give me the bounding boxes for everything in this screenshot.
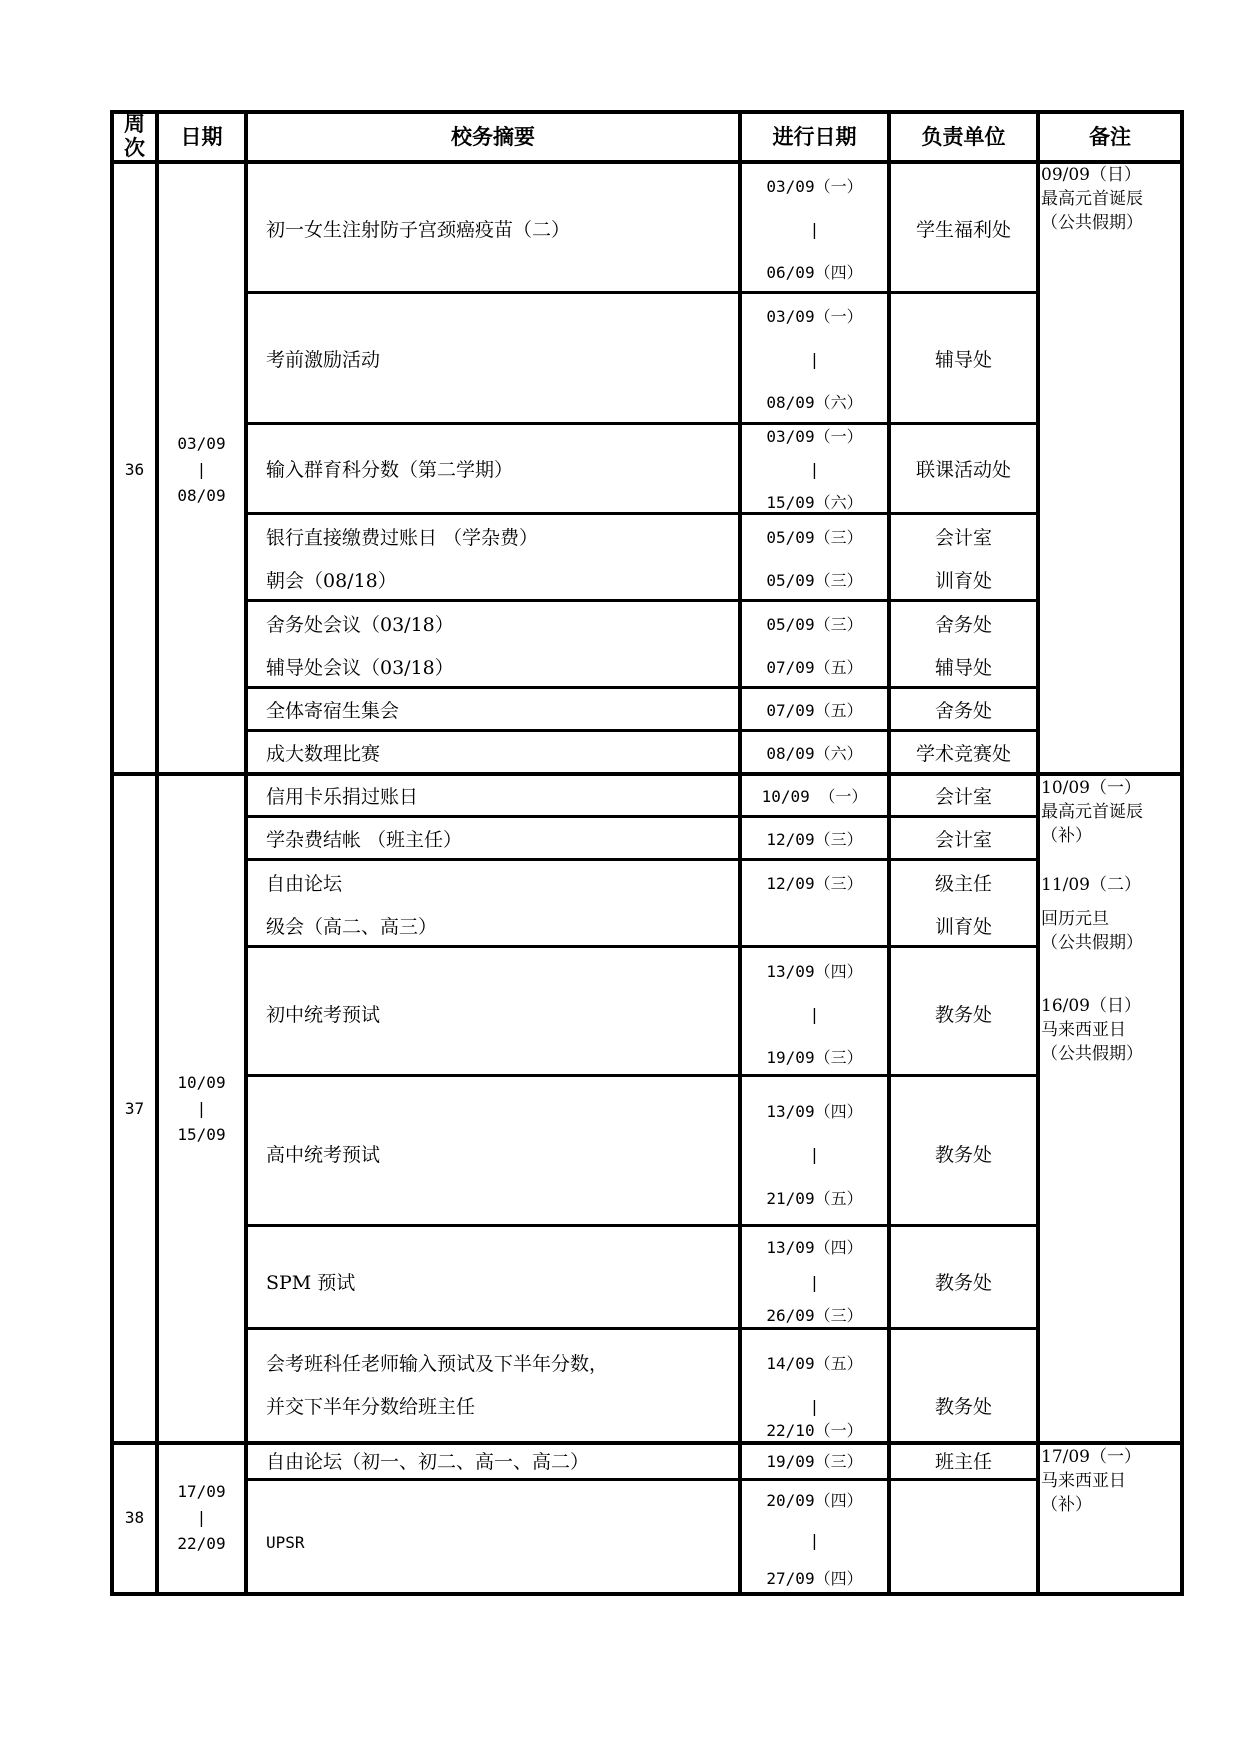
summary-item: 输入群育科分数（第二学期） (266, 459, 514, 481)
responsible-unit: 辅导处 (934, 349, 992, 371)
run-date-sep: | (809, 1531, 820, 1550)
run-date-sep: | (809, 460, 820, 479)
run-date-sep: | (809, 1273, 820, 1292)
header-week: 周次 (124, 111, 145, 160)
responsible-unit: 训育处 (934, 916, 992, 938)
week-date-to: 08/09 (177, 486, 226, 505)
week-date-from: 17/09 (177, 1482, 226, 1501)
remark-line: 回历元旦 (1041, 909, 1109, 929)
run-date: 27/09（四） (766, 1569, 863, 1588)
summary-item: 朝会（08/18） (266, 570, 397, 592)
row-separator (244, 945, 1040, 948)
run-date: 15/09（六） (766, 493, 863, 512)
responsible-unit: 舍务处 (934, 700, 992, 722)
run-date: 10/09 （一） (761, 787, 868, 806)
run-date: 19/09（三） (766, 1452, 863, 1471)
remark-line: 17/09（一） (1041, 1447, 1141, 1467)
divider-date-summary (244, 110, 248, 1596)
divider-unit-remark (1036, 110, 1040, 1596)
summary-item: 信用卡乐捐过账日 (266, 786, 419, 808)
remark-line: 最高元首诞辰 (1041, 189, 1143, 209)
row-separator (244, 599, 1040, 602)
remark-line: （补） (1041, 1495, 1092, 1515)
run-date: 13/09（四） (766, 1102, 863, 1121)
summary-item: 辅导处会议（03/18） (266, 657, 454, 679)
week-date-to: 15/09 (177, 1125, 226, 1144)
summary-item: UPSR (266, 1533, 305, 1552)
summary-item: 自由论坛 (266, 873, 343, 895)
responsible-unit: 会计室 (934, 829, 992, 851)
week-36-bottom-border (110, 772, 1184, 776)
responsible-unit: 教务处 (934, 1272, 992, 1294)
row-separator (244, 815, 1040, 818)
remark-line: 11/09（二） (1041, 875, 1141, 895)
run-date: 12/09（三） (766, 874, 863, 893)
responsible-unit: 舍务处 (934, 614, 992, 636)
run-date-sep: | (809, 350, 820, 369)
responsible-unit: 级主任 (934, 873, 992, 895)
summary-item: 舍务处会议（03/18） (266, 614, 454, 636)
run-date-sep: | (809, 1397, 820, 1416)
run-date: 08/09（六） (766, 744, 863, 763)
summary-item: 会考班科任老师输入预试及下半年分数， (266, 1353, 609, 1375)
run-date: 05/09（三） (766, 571, 863, 590)
week-37-bottom-border (110, 1441, 1184, 1445)
row-separator (244, 1074, 1040, 1077)
border-left (110, 110, 114, 1596)
border-right (1180, 110, 1184, 1596)
responsible-unit: 教务处 (934, 1144, 992, 1166)
header-unit: 负责单位 (921, 124, 1006, 149)
remark-line: （公共假期） (1041, 213, 1143, 233)
week-date-from: 10/09 (177, 1073, 226, 1092)
table-bottom-border (110, 1592, 1184, 1596)
remark-line: 马来西亚日 (1041, 1020, 1126, 1040)
summary-item: 初一女生注射防子宫颈癌疫苗（二） (266, 219, 571, 241)
week-number: 38 (124, 1508, 145, 1527)
row-separator (244, 686, 1040, 689)
run-date: 22/10（一） (766, 1421, 863, 1440)
summary-item: 银行直接缴费过账日 （学杂费） (266, 527, 539, 549)
summary-item: 高中统考预试 (266, 1144, 381, 1166)
responsible-unit: 学生福利处 (915, 219, 1011, 241)
responsible-unit: 教务处 (934, 1396, 992, 1418)
run-date: 20/09（四） (766, 1491, 863, 1510)
summary-item: 级会（高二、高三） (266, 916, 438, 938)
run-date: 13/09（四） (766, 962, 863, 981)
table-top-border (110, 110, 1184, 114)
run-date: 12/09（三） (766, 830, 863, 849)
remark-line: （公共假期） (1041, 1044, 1143, 1064)
responsible-unit: 会计室 (934, 786, 992, 808)
week-date-sep: | (196, 1099, 207, 1118)
header-remark: 备注 (1089, 124, 1131, 149)
summary-item: 全体寄宿生集会 (266, 700, 400, 722)
run-date: 05/09（三） (766, 528, 863, 547)
row-separator (244, 1224, 1040, 1227)
responsible-unit: 联课活动处 (915, 459, 1011, 481)
summary-item: 自由论坛（初一、初二、高一、高二） (266, 1451, 590, 1473)
week-date-sep: | (196, 460, 207, 479)
run-date: 05/09（三） (766, 615, 863, 634)
run-date-sep: | (809, 1145, 820, 1164)
divider-week-date (155, 110, 159, 1596)
summary-item: 学杂费结帐 （班主任） (266, 829, 463, 851)
summary-item: 考前激励活动 (266, 349, 381, 371)
week-date-from: 03/09 (177, 434, 226, 453)
responsible-unit: 学术竞赛处 (915, 743, 1011, 765)
run-date-sep: | (809, 1005, 820, 1024)
remark-line: （公共假期） (1041, 933, 1143, 953)
week-date-sep: | (196, 1508, 207, 1527)
row-separator (244, 729, 1040, 732)
row-separator (244, 858, 1040, 861)
remark-line: 10/09（一） (1041, 778, 1141, 798)
summary-item: 成大数理比赛 (266, 743, 381, 765)
remark-line: 16/09（日） (1041, 996, 1141, 1016)
run-date: 19/09（三） (766, 1048, 863, 1067)
week-date-to: 22/09 (177, 1534, 226, 1553)
run-date: 26/09（三） (766, 1306, 863, 1325)
responsible-unit: 班主任 (934, 1451, 992, 1473)
run-date: 03/09（一） (766, 177, 863, 196)
header-summary: 校务摘要 (451, 124, 535, 149)
remark-line: （补） (1041, 826, 1092, 846)
row-separator (244, 291, 1040, 294)
summary-item: SPM 预试 (266, 1272, 356, 1294)
responsible-unit: 会计室 (934, 527, 992, 549)
run-date-sep: | (809, 220, 820, 239)
run-date: 14/09（五） (766, 1354, 863, 1373)
run-date: 21/09（五） (766, 1189, 863, 1208)
run-date: 07/09（五） (766, 701, 863, 720)
remark-line: 最高元首诞辰 (1041, 802, 1143, 822)
responsible-unit: 训育处 (934, 570, 992, 592)
run-date: 03/09（一） (766, 307, 863, 326)
run-date: 13/09（四） (766, 1238, 863, 1257)
run-date: 06/09（四） (766, 263, 863, 282)
week-number: 36 (124, 460, 145, 479)
row-separator (244, 422, 1040, 425)
row-separator (244, 1478, 1040, 1481)
run-date: 08/09（六） (766, 393, 863, 412)
divider-rundate-unit (887, 110, 891, 1596)
remark-line: 09/09（日） (1041, 165, 1141, 185)
header-bottom-border (110, 160, 1184, 164)
summary-item: 初中统考预试 (266, 1004, 381, 1026)
responsible-unit: 辅导处 (934, 657, 992, 679)
header-date: 日期 (180, 124, 223, 149)
run-date: 07/09（五） (766, 658, 863, 677)
summary-item: 并交下半年分数给班主任 (266, 1396, 476, 1418)
run-date: 03/09（一） (766, 427, 863, 446)
row-separator (244, 512, 1040, 515)
row-separator (244, 1327, 1040, 1330)
responsible-unit: 教务处 (934, 1004, 992, 1026)
week-number: 37 (124, 1099, 145, 1118)
header-run-date: 进行日期 (772, 124, 857, 149)
remark-line: 马来西亚日 (1041, 1471, 1126, 1491)
